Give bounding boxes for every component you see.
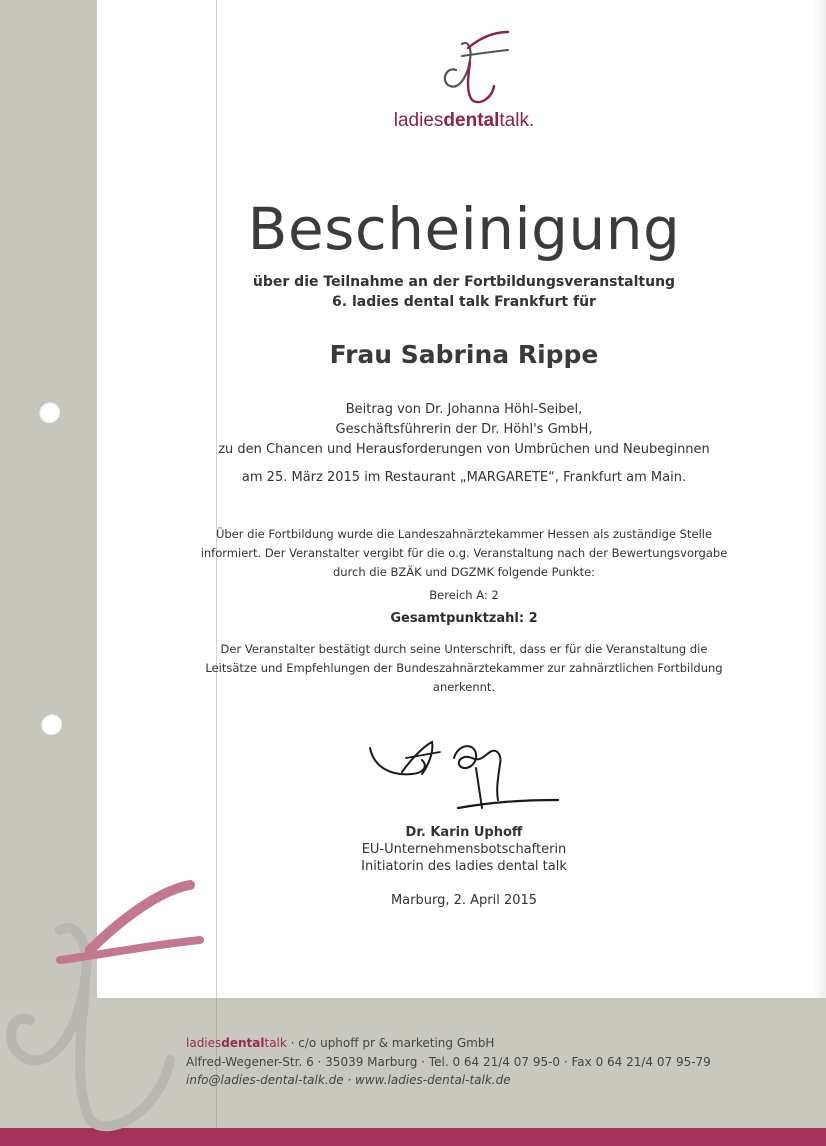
certificate-title: Bescheinigung — [247, 195, 681, 263]
footer-brand-ladies: ladies — [186, 1036, 222, 1050]
accreditation-line-3: durch die BZÄK und DGZMK folgende Punkte: — [332, 565, 596, 579]
footer-company: · c/o uphoff pr & marketing GmbH — [286, 1036, 495, 1050]
footer-contact: info@ladies-dental-talk.de · www.ladies-dental-talk.de — [186, 1073, 511, 1087]
dt-logo-icon — [428, 22, 520, 110]
points-total: Gesamtpunktzahl: 2 — [390, 611, 538, 626]
footer-address: Alfred-Wegener-Str. 6 · 35039 Marburg · Tel. 0 64 21/4 07 95-0 · Fax 0 64 21/4 07 95-79 — [186, 1055, 711, 1069]
footer-brand — [186, 1036, 287, 1050]
footer-brand-talk: talk — [264, 1036, 287, 1050]
subtitle-line-1: über die Teilnahme an der Fortbildungsveranstaltung — [252, 274, 676, 290]
confirmation-line-3: anerkennt. — [432, 680, 496, 694]
logo-part-talk: talk. — [499, 110, 535, 131]
handwritten-signature — [362, 728, 562, 828]
footer-company-line — [186, 1036, 494, 1050]
confirmation-line-2: Leitsätze und Empfehlungen der Bundeszahnärztekammer zur zahnärztlichen Fortbildung — [205, 661, 723, 675]
lecture-line-2: Geschäftsführerin der Dr. Höhl's GmbH, — [335, 422, 593, 437]
place-and-date: Marburg, 2. April 2015 — [390, 893, 538, 908]
logo-part-dental: dental — [443, 110, 500, 131]
signer-role-2: Initiatorin des ladies dental talk — [361, 859, 567, 874]
signer-role-1: EU-Unternehmensbotschafterin — [361, 842, 567, 857]
subtitle-line-2: 6. ladies dental talk Frankfurt für — [332, 294, 596, 310]
lecture-line-1: Beitrag von Dr. Johanna Höhl-Seibel, — [345, 402, 583, 417]
accreditation-line-1: Über die Fortbildung wurde die Landeszahnärztekammer Hessen als zuständige Stelle — [215, 527, 713, 541]
brand-logo-text — [0, 110, 826, 132]
lecture-line-3: zu den Chancen und Herausforderungen von Umbrüchen und Neubeginnen — [218, 442, 710, 457]
footer-brand-dental: dental — [221, 1036, 265, 1050]
confirmation-line-1: Der Veranstalter bestätigt durch seine Unterschrift, dass er für die Veranstaltung die — [220, 642, 708, 656]
punch-hole-bottom — [40, 713, 62, 735]
points-area-a: Bereich A: 2 — [429, 588, 499, 602]
accreditation-line-2: informiert. Der Veranstalter vergibt für die o.g. Veranstaltung nach der Bewertungsvorgabe — [200, 546, 728, 560]
logo-part-ladies: ladies — [393, 110, 444, 131]
signer-name: Dr. Karin Uphoff — [405, 825, 523, 840]
recipient-name: Frau Sabrina Rippe — [329, 340, 599, 369]
event-date-location: am 25. März 2015 im Restaurant „MARGARETE“, Frankfurt am Main. — [241, 470, 687, 485]
